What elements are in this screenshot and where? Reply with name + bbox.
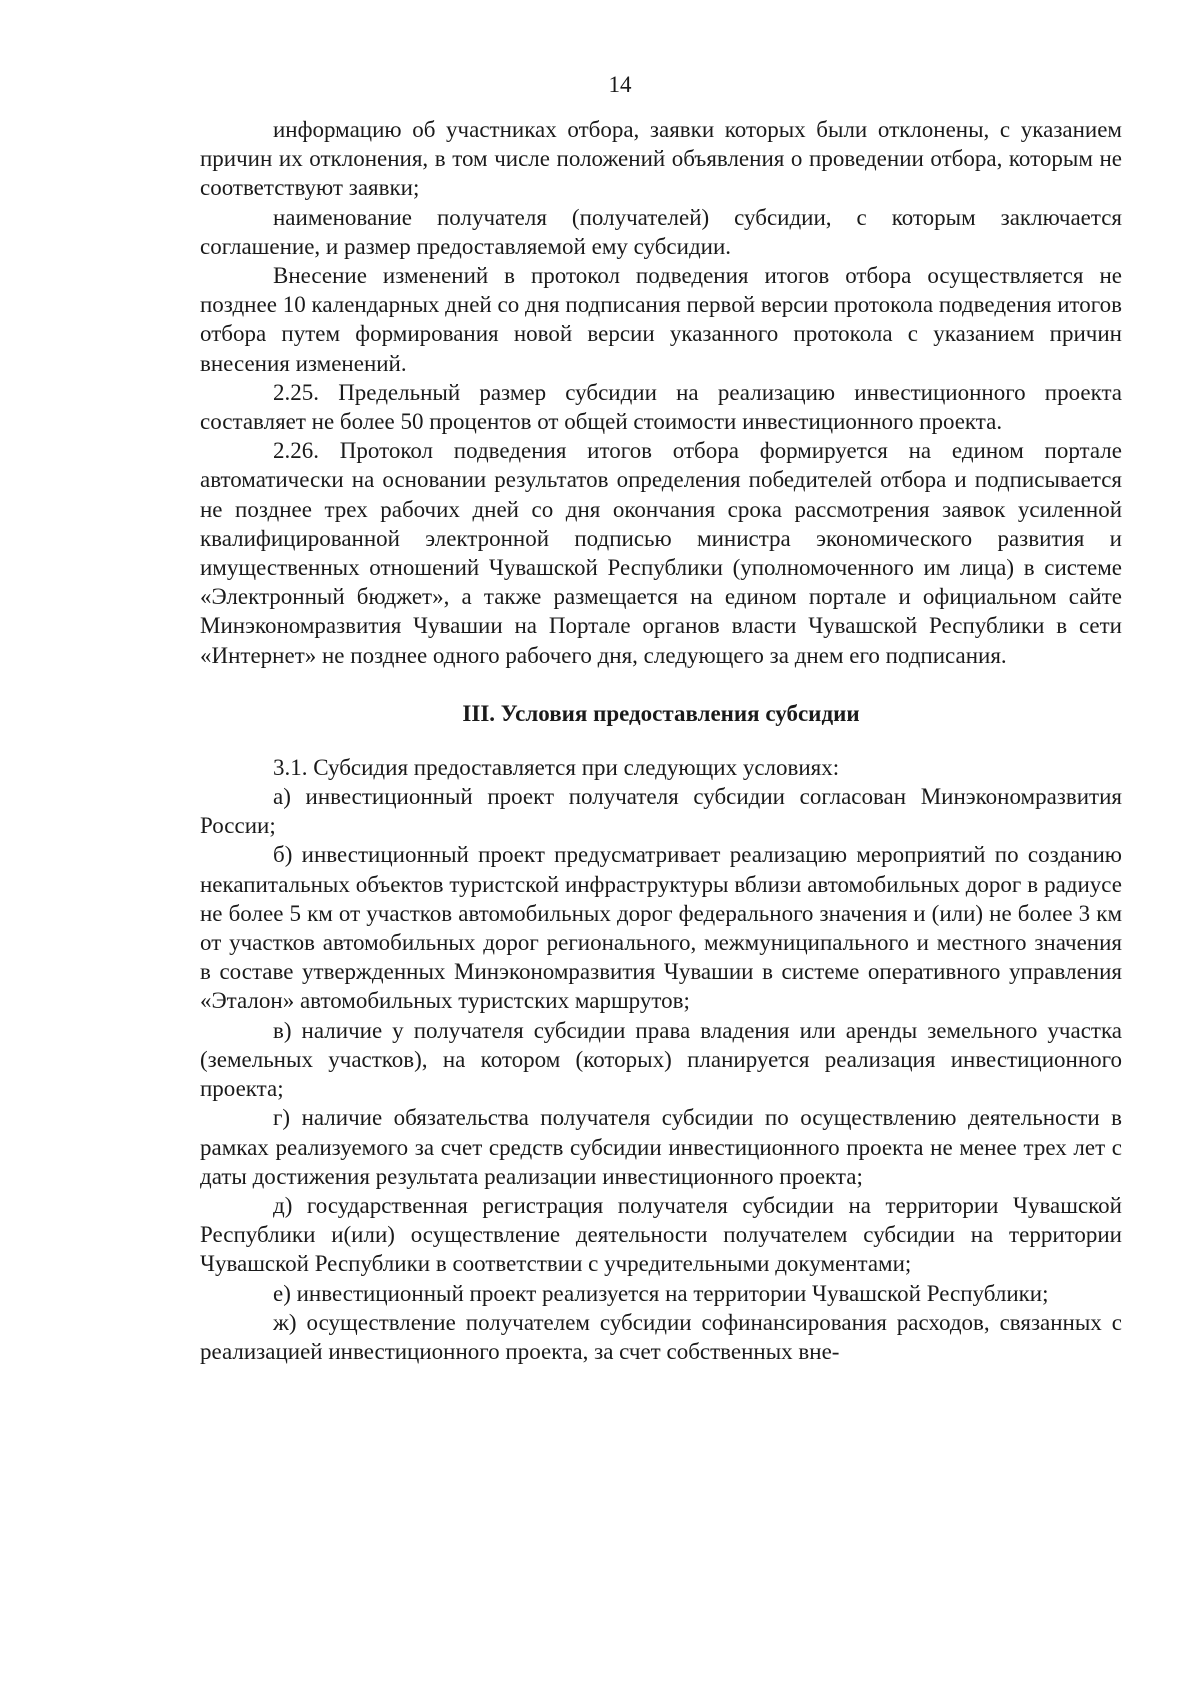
- condition-g: г) наличие обязательства получателя субсидии по осуществлению деятельности в рамках реализуемого за счет средств субсидии инвестиционного проекта не менее трех лет с даты достижения результата реализации инвестиционного проекта;: [200, 1105, 1122, 1189]
- body-text: [200, 115, 1122, 1366]
- condition-e: е) инвестиционный проект реализуется на территории Чувашской Республики;: [273, 1280, 1049, 1306]
- paragraph-2-25: 2.25. Предельный размер субсидии на реализацию инвестиционного проекта составляет не более 50 процентов от общей стоимости инвестиционного проекта.: [200, 379, 1122, 435]
- section-heading: III. Условия предоставления субсидии: [462, 700, 860, 726]
- condition-a: а) инвестиционный проект получателя субсидии согласован Минэкономразвития России;: [200, 784, 1122, 839]
- page-number: 14: [608, 72, 632, 97]
- condition-b: б) инвестиционный проект предусматривает реализацию мероприятий по созданию некапитальных объектов туристской инфраструктуры вблизи автомобильных дорог в радиусе не более 5 км от участков автомобильных дорог федерального значения и (или) не более 3 км от участков автомобильных дорог регионального, межмуниципального и местного значения в составе утвержденных Минэкономразвития Чувашии в системе оперативного управления «Эталон» автомобильных туристских маршрутов;: [200, 842, 1122, 1014]
- paragraph-recipient-name: наименование получателя (получателей) субсидии, с которым заключается соглашение, и размер предоставляемой ему субсидии.: [200, 204, 1122, 259]
- paragraph-participants-rejected: информацию об участниках отбора, заявки которых были отклонены, с указанием причин их отклонения, в том числе положений объявления о проведении отбора, которым не соответствуют заявки;: [200, 117, 1122, 201]
- condition-zh: ж) осуществление получателем субсидии софинансирования расходов, связанных с реализацией инвестиционного проекта, за счет собственных вне-: [200, 1309, 1122, 1364]
- paragraph-3-1: 3.1. Субсидия предоставляется при следующих условиях:: [273, 754, 840, 780]
- paragraph-2-26: 2.26. Протокол подведения итогов отбора формируется на едином портале автоматически на основании результатов определения победителей отбора и подписывается не позднее трех рабочих дней со дня окончания срока рассмотрения заявок усиленной квалифицированной электронной подписью министра экономического развития и имущественных отношений Чувашской Республики (уполномоченного им лица) в системе «Электронный бюджет», а также размещается на едином портале и официальном сайте Минэкономразвития Чувашии на Портале органов власти Чувашской Республики в сети «Интернет» не позднее одного рабочего дня, следующего за днем его подписания.: [200, 438, 1122, 668]
- paragraph-protocol-changes: Внесение изменений в протокол подведения итогов отбора осуществляется не позднее 10 календарных дней со дня подписания первой версии протокола подведения итогов отбора путем формирования новой версии указанного протокола с указанием причин внесения изменений.: [200, 263, 1122, 376]
- condition-d: д) государственная регистрация получателя субсидии на территории Чувашской Республики и(или) осуществление деятельности получателем субсидии на территории Чувашской Республики в соответствии с учредительными документами;: [200, 1192, 1122, 1277]
- condition-v: в) наличие у получателя субсидии права владения или аренды земельного участка (земельных участков), на котором (которых) планируется реализация инвестиционного проекта;: [200, 1017, 1122, 1102]
